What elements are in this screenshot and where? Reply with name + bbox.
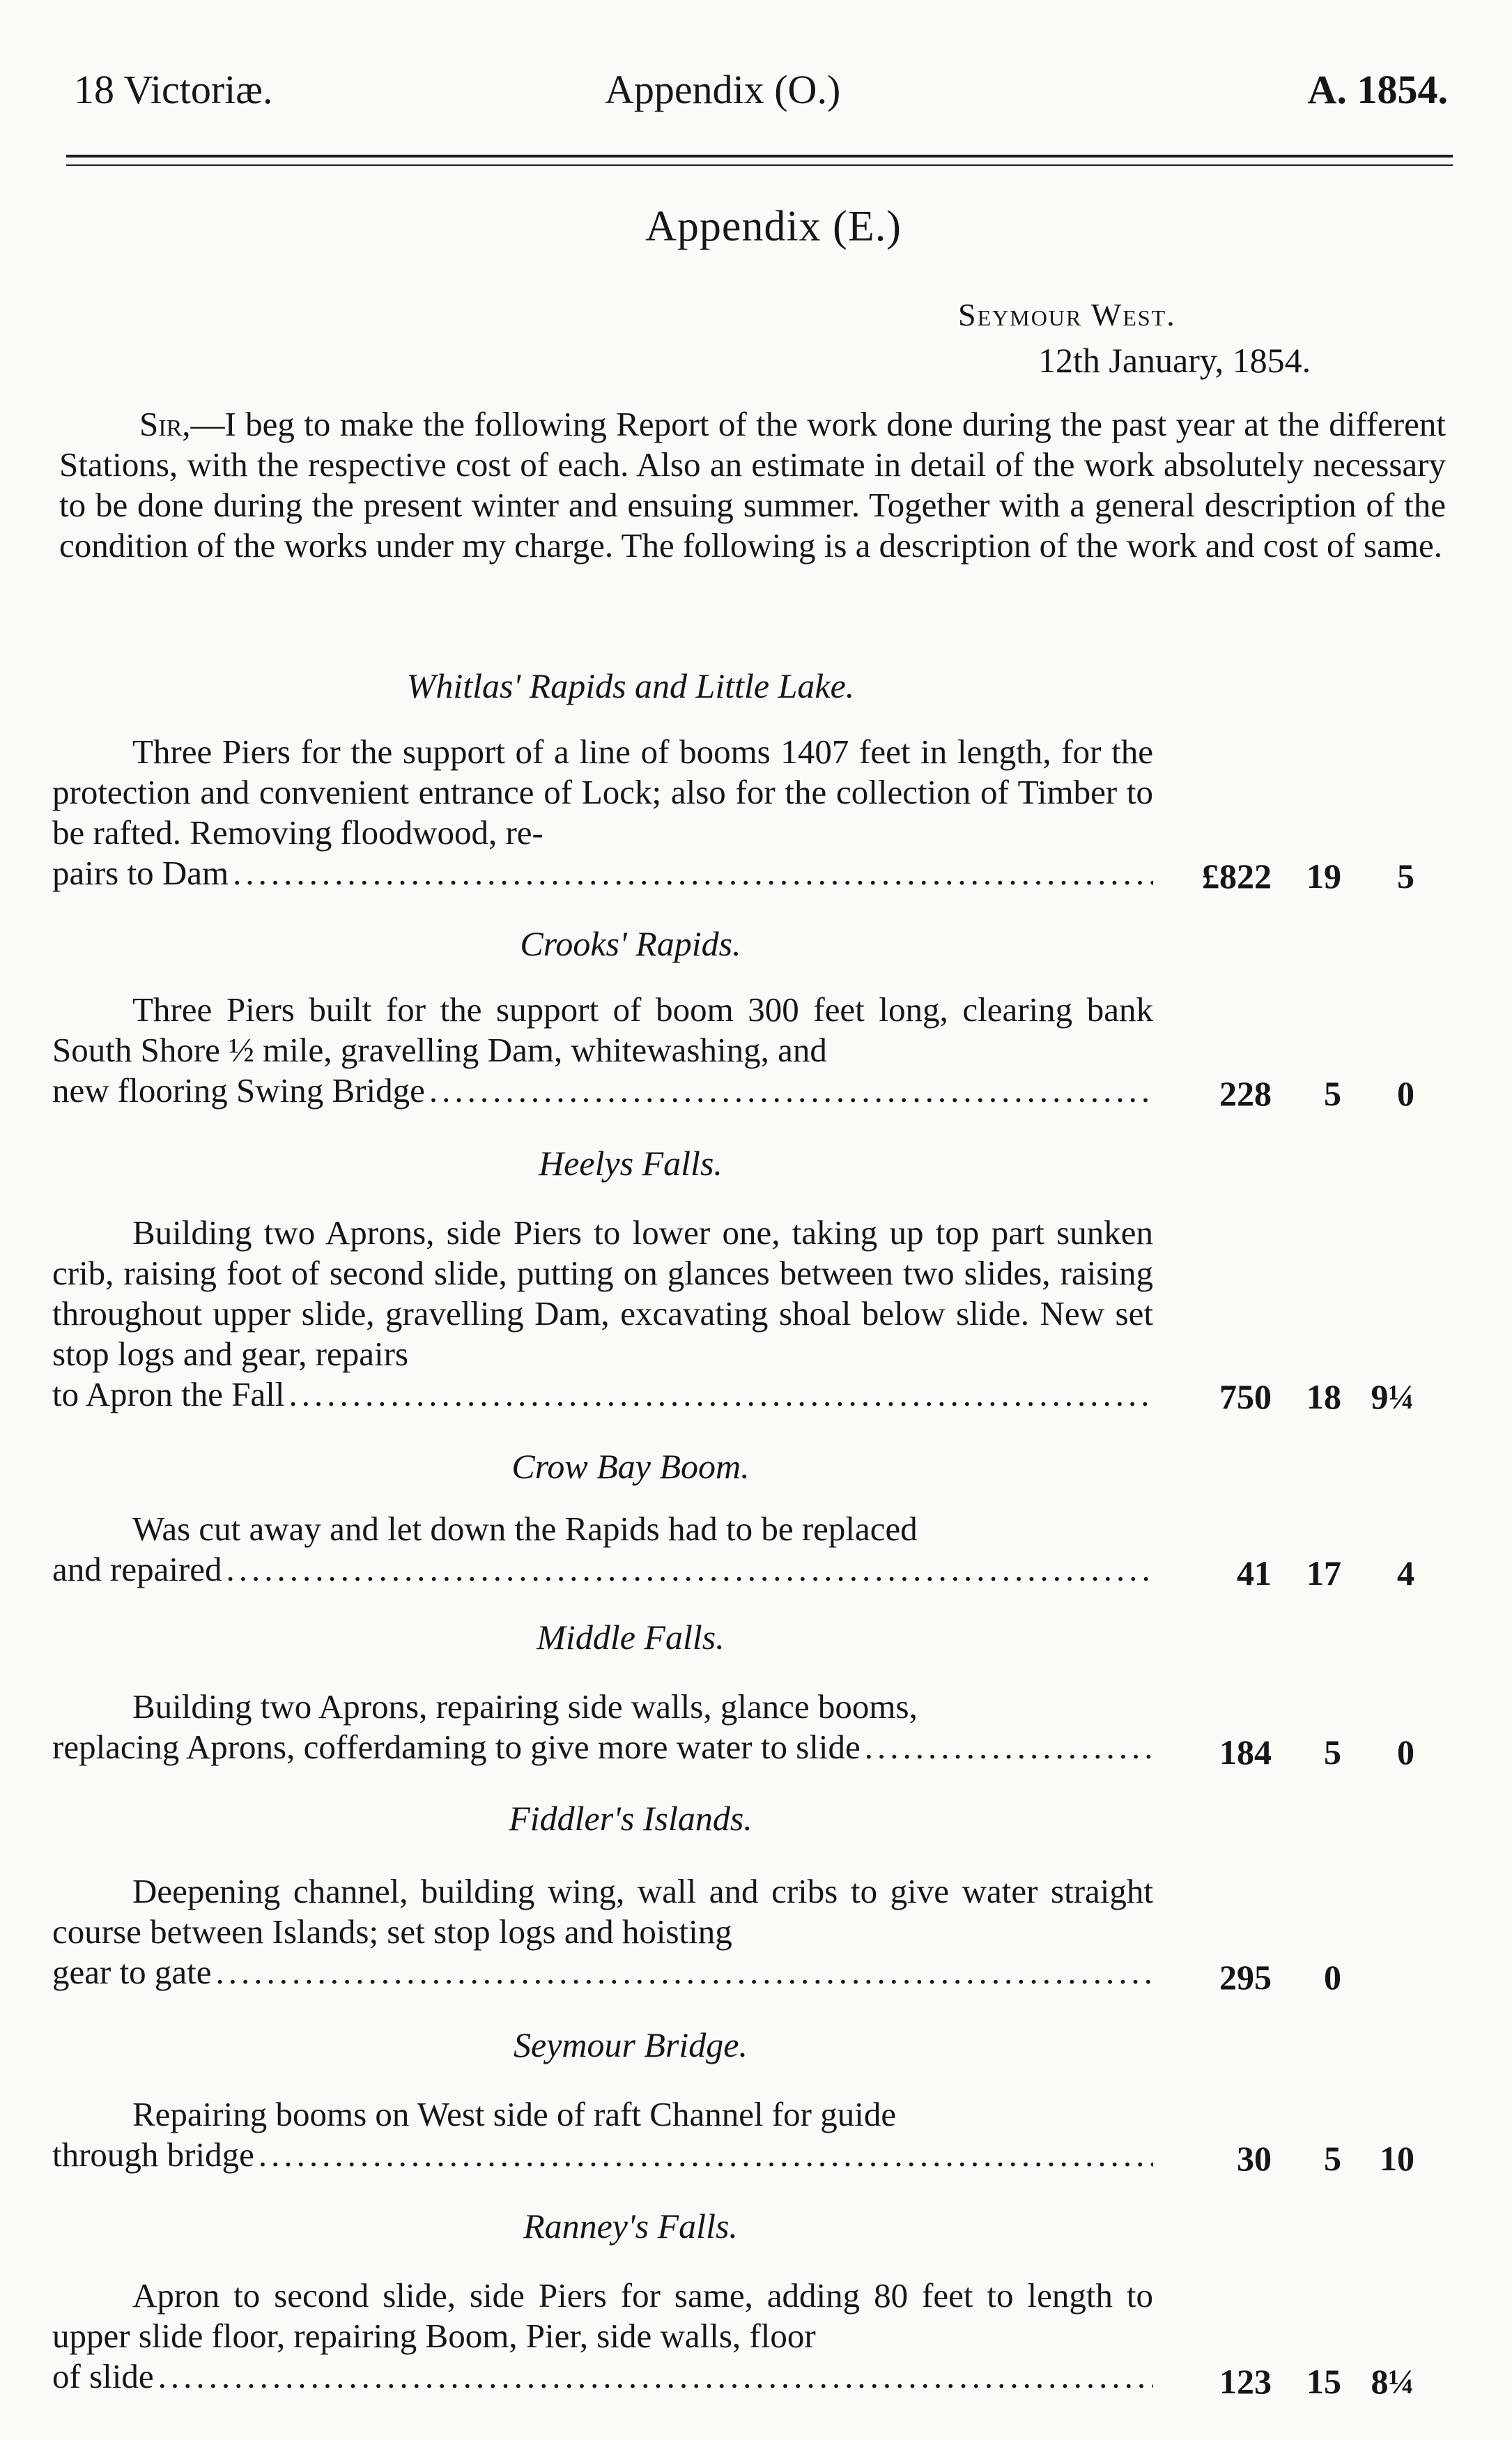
entry-body: Repairing booms on West side of raft Channel for guide bbox=[132, 2095, 897, 2133]
amount-shillings: 5 bbox=[1324, 1733, 1341, 1772]
entry-last-line: new flooring Swing Bridge bbox=[52, 1071, 425, 1110]
entry-amount bbox=[1178, 1376, 1414, 1418]
amount-shillings: 5 bbox=[1324, 2139, 1341, 2178]
dot-leader bbox=[158, 2356, 1153, 2397]
section-heading: Crooks' Rapids. bbox=[520, 924, 741, 963]
section-heading: Whitlas' Rapids and Little Lake. bbox=[406, 666, 855, 705]
entry-paragraph bbox=[52, 990, 1153, 1111]
dot-leader bbox=[216, 1952, 1153, 1993]
entry-paragraph bbox=[52, 1871, 1153, 1993]
letter-date: 12th January, 1854. bbox=[1038, 341, 1311, 380]
entry-body: Three Piers built for the support of boom 300 feet long, clearing bank South Shore ½ mile, gravelling Dam, whitewashing, and bbox=[52, 990, 1153, 1069]
entry-amount bbox=[1178, 1732, 1414, 1774]
amount-shillings: 18 bbox=[1306, 1377, 1341, 1416]
amount-pounds: 41 bbox=[1237, 1553, 1272, 1593]
entry-body: Apron to second slide, side Piers for same, adding 80 feet to length to upper slide floor, repairing Boom, Pier, side walls, floor bbox=[52, 2276, 1153, 2355]
amount-pounds: 184 bbox=[1219, 1733, 1272, 1772]
amount-pence: 4 bbox=[1397, 1553, 1414, 1593]
amount-pence: 5 bbox=[1397, 857, 1414, 896]
entry-body: Was cut away and let down the Rapids had to be replaced bbox=[132, 1510, 918, 1548]
entry-paragraph bbox=[52, 732, 1153, 893]
section-heading: Seymour Bridge. bbox=[513, 2025, 748, 2064]
dot-leader bbox=[288, 1374, 1153, 1415]
dot-leader bbox=[226, 1549, 1154, 1590]
amount-pence: 8¼ bbox=[1371, 2362, 1414, 2401]
amount-shillings: 17 bbox=[1306, 1553, 1341, 1593]
amount-pence: 9¼ bbox=[1371, 1377, 1414, 1416]
entry-body: Deepening channel, building wing, wall and cribs to give water straight course between Islands; set stop logs and hoisting bbox=[52, 1872, 1153, 1951]
section-heading: Ranney's Falls. bbox=[523, 2207, 738, 2246]
section-heading: Fiddler's Islands. bbox=[509, 1799, 753, 1838]
dot-leader bbox=[429, 1071, 1153, 1111]
amount-pounds: 295 bbox=[1219, 1958, 1272, 1997]
entry-last-line: replacing Aprons, cofferdaming to give more water to slide bbox=[52, 1728, 861, 1766]
entry-last-line: gear to gate bbox=[52, 1953, 212, 1991]
amount-pounds: 123 bbox=[1219, 2362, 1272, 2401]
header-rule bbox=[66, 155, 1453, 166]
letter-place: Seymour West. bbox=[958, 297, 1176, 332]
dot-leader bbox=[865, 1727, 1153, 1767]
entry-paragraph bbox=[52, 2276, 1153, 2397]
entry-last-line: to Apron the Fall bbox=[52, 1375, 285, 1413]
dot-leader bbox=[233, 853, 1153, 893]
running-head-center: Appendix (O.) bbox=[605, 67, 841, 112]
letter-intro bbox=[59, 404, 1446, 566]
amount-pounds: 228 bbox=[1219, 1074, 1272, 1113]
section-heading: Middle Falls. bbox=[537, 1618, 725, 1657]
entry-last-line: pairs to Dam bbox=[52, 854, 229, 892]
entry-amount bbox=[1178, 2361, 1414, 2403]
entry-amount bbox=[1178, 1553, 1414, 1595]
entry-body: Building two Aprons, side Piers to lower one, taking up top part sunken crib, raising foot of second slide, putting on glances between two slides, raising throughout upper slide, gravelling Dam, excavating shoal below slide. New set stop logs and gear, repairs bbox=[52, 1213, 1153, 1373]
running-head-right: A. 1854. bbox=[1307, 67, 1448, 112]
amount-pounds: £822 bbox=[1202, 857, 1272, 896]
amount-shillings: 15 bbox=[1306, 2362, 1341, 2401]
entry-paragraph bbox=[52, 1509, 1153, 1590]
entry-body: Three Piers for the support of a line of booms 1407 feet in length, for the protection and convenient entrance of Lock; also for the collection of Timber to be rafted. Removing floodwood, re- bbox=[52, 732, 1153, 852]
amount-pounds: 750 bbox=[1219, 1377, 1272, 1416]
entry-paragraph bbox=[52, 1687, 1153, 1767]
section-heading: Crow Bay Boom. bbox=[511, 1447, 750, 1486]
amount-shillings: 19 bbox=[1306, 857, 1341, 896]
appendix-title: Appendix (E.) bbox=[645, 203, 902, 250]
amount-shillings: 5 bbox=[1324, 1074, 1341, 1113]
running-head bbox=[68, 66, 1448, 122]
entry-paragraph bbox=[52, 1213, 1153, 1415]
running-head-left: 18 Victoriæ. bbox=[74, 67, 273, 112]
entry-amount bbox=[1178, 856, 1414, 898]
letter-salutation: Sir, bbox=[139, 405, 191, 443]
amount-pence: 0 bbox=[1397, 1074, 1414, 1113]
entry-last-line: through bridge bbox=[52, 2135, 254, 2174]
amount-shillings: 0 bbox=[1324, 1958, 1341, 1997]
entry-amount bbox=[1178, 1957, 1414, 1999]
letter-text: —I beg to make the following Report of the work done during the past year at the different Stations, with the respective cost of each. Also an estimate in detail of the work absolutely necessary to be done during the present winter and ensuing summer. Together with a general description of the condition of the works under my charge. The following is a description of the work and cost of same. bbox=[59, 405, 1446, 565]
entry-amount bbox=[1178, 2138, 1414, 2180]
entry-amount bbox=[1178, 1073, 1414, 1115]
section-heading: Heelys Falls. bbox=[539, 1144, 723, 1183]
entry-paragraph bbox=[52, 2094, 1153, 2175]
entry-last-line: and repaired bbox=[52, 1550, 222, 1588]
amount-pounds: 30 bbox=[1237, 2139, 1272, 2178]
entry-last-line: of slide bbox=[52, 2357, 154, 2395]
amount-pence: 0 bbox=[1397, 1733, 1414, 1772]
amount-pence: 10 bbox=[1380, 2139, 1414, 2178]
dot-leader bbox=[259, 2135, 1153, 2175]
entry-body: Building two Aprons, repairing side walls, glance booms, bbox=[132, 1687, 918, 1726]
